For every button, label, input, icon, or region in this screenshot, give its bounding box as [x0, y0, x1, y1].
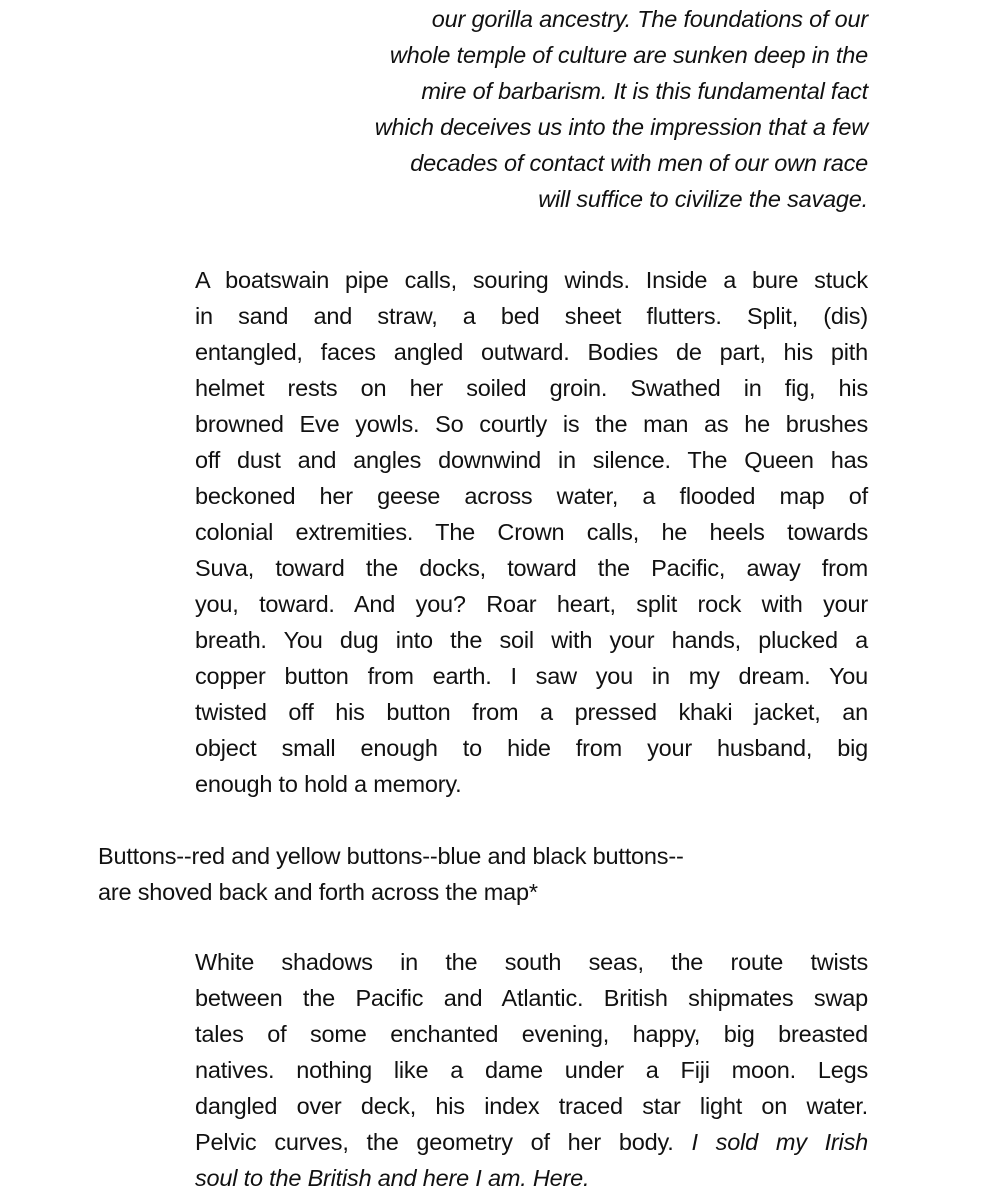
- epigraph-line: mire of barbarism. It is this fundamental fact: [421, 78, 868, 104]
- paragraph-line: White shadows in the south seas, the route twists: [195, 949, 868, 975]
- italic-aside-line: soul to the British and here I am. Here.: [195, 1165, 590, 1191]
- paragraph-line: helmet rests on her soiled groin. Swathed in fig, his: [195, 375, 868, 401]
- paragraph-line: twisted off his button from a pressed khaki jacket, an: [195, 699, 868, 725]
- paragraph-line: breath. You dug into the soil with your hands, plucked a: [195, 627, 868, 653]
- paragraph-line: colonial extremities. The Crown calls, he heels towards: [195, 519, 868, 545]
- epigraph-line: whole temple of culture are sunken deep in the: [389, 42, 868, 68]
- refrain-line: are shoved back and forth across the map*: [98, 879, 538, 905]
- paragraph-line: natives. nothing like a dame under a Fiji moon. Legs: [195, 1057, 868, 1083]
- paragraph-line-roman: Pelvic curves, the geometry of her body.: [195, 1129, 692, 1155]
- paragraph-line: browned Eve yowls. So courtly is the man as he brushes: [195, 411, 868, 437]
- paragraph-line: dangled over deck, his index traced star light on water.: [195, 1093, 868, 1119]
- paragraph-line: you, toward. And you? Roar heart, split rock with your: [195, 591, 868, 617]
- epigraph-line: our gorilla ancestry. The foundations of our: [431, 6, 868, 32]
- italic-aside: I sold my Irish: [691, 1129, 868, 1155]
- paragraph-line: off dust and angles downwind in silence. The Queen has: [195, 447, 868, 473]
- paragraph-line: enough to hold a memory.: [195, 771, 462, 797]
- paragraph-line: object small enough to hide from your husband, big: [195, 735, 868, 761]
- epigraph-line: will suffice to civilize the savage.: [538, 186, 868, 212]
- paragraph-line: beckoned her geese across water, a flooded map of: [195, 483, 868, 509]
- paragraph-line: Suva, toward the docks, toward the Pacific, away from: [195, 555, 868, 581]
- epigraph-line: which deceives us into the impression that a few: [374, 114, 868, 140]
- refrain-line: Buttons--red and yellow buttons--blue and black buttons--: [98, 843, 684, 869]
- paragraph-line: [195, 1124, 868, 1160]
- paragraph-line: A boatswain pipe calls, souring winds. Inside a bure stuck: [195, 267, 868, 293]
- epigraph-line: decades of contact with men of our own race: [410, 150, 868, 176]
- paragraph-line: entangled, faces angled outward. Bodies de part, his pith: [195, 339, 868, 365]
- paragraph-line: between the Pacific and Atlantic. British shipmates swap: [195, 985, 868, 1011]
- paragraph-line: copper button from earth. I saw you in my dream. You: [195, 663, 868, 689]
- paragraph-line: in sand and straw, a bed sheet flutters. Split, (dis): [195, 303, 868, 329]
- paragraph-line: tales of some enchanted evening, happy, big breasted: [195, 1021, 868, 1047]
